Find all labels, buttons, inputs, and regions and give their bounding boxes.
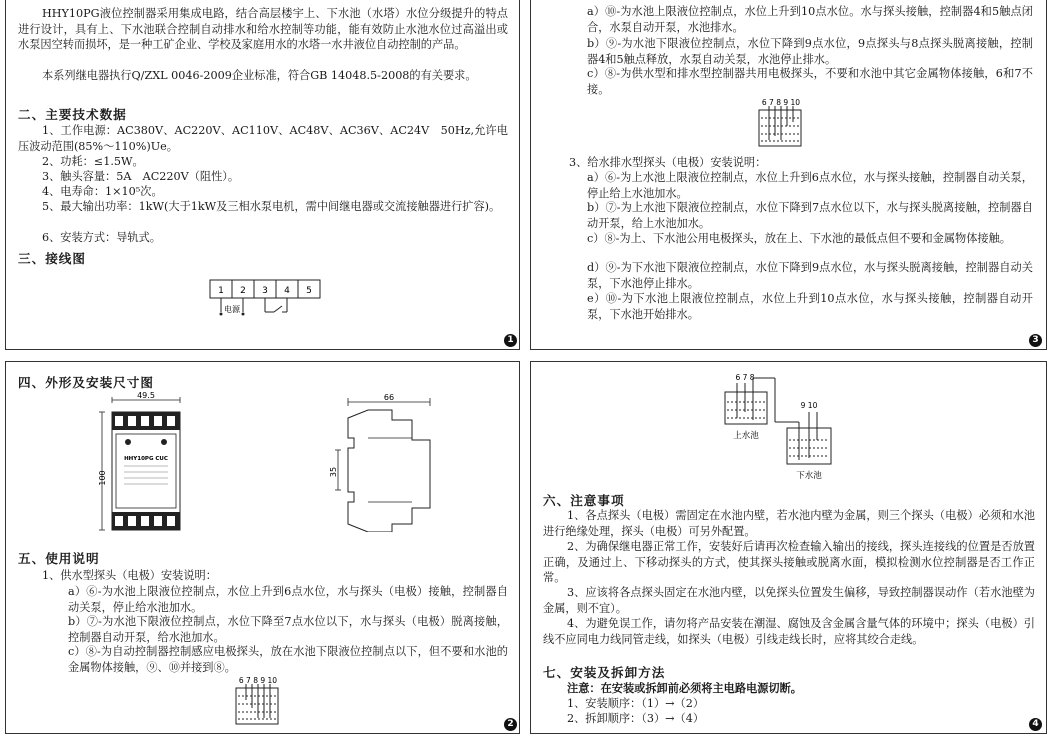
drain-probe-9: b）⑨-为水池下限液位控制点，水位下降到9点水位，9点探头与8点探头脱离接触，控制器4和5触点释放，水泵自动关泵，水池停止排水。 <box>587 37 1033 66</box>
device-model: HHY10PG CUC <box>124 456 168 462</box>
probe-numbers: 6 7 8 9 10 <box>238 676 278 685</box>
section-2-heading: 二、主要技术数据 <box>18 107 127 122</box>
section-4-heading: 四、外形及安装尺寸图 <box>18 375 154 390</box>
depth-dimension: 66 <box>383 393 395 402</box>
width-dimension: 49.5 <box>137 392 155 400</box>
standard-paragraph: 本系列继电器执行Q/ZXL 0046-2009企业标准，符合GB 14048.5-2008的有关要求。 <box>42 69 477 82</box>
terminal-4: 4 <box>284 286 290 296</box>
notice-4: 4、为避免误工作，请勿将产品安装在潮湿、腐蚀及含金属含量气体的环境中；探头（电极）引线不应同电力线同管走线，如探头（电极）引线走线长时，应将其绞合走线。 <box>543 617 1035 646</box>
spec-mounting: 6、安装方式：导轨式。 <box>42 231 161 244</box>
supply-drain-probe-7: b）⑦-为上水池下限液位控制点，水位下降到7点水位以下，水与探头脱离接触，控制器自动开泵，给上水池加水。 <box>587 201 1033 230</box>
power-off-note: 注意：在安装或拆卸前必须将主电路电源切断。 <box>567 682 802 695</box>
notice-1: 1、各点探头（电极）需固定在水池内壁，若水池内壁为金属，则三个探头（电极）必须和水池进行绝缘处理，探头（电极）可另外配置。 <box>543 509 1035 538</box>
spec-power-supply: 1、工作电源：AC380V、AC220V、AC110V、AC48V、AC36V、AC24V 50Hz,允许电压波动范围(85%～110%)Ue。 <box>18 124 508 153</box>
page-number: 4 <box>1029 718 1042 731</box>
notice-2: 2、为确保继电器正常工作，安装好后请再次检查输入输出的接线，探头连接线的位置是否放置正确，及通过上、下移动探头的方式，使其探头接触或脱离水面，模拟检测水位控制器是否工作正常。 <box>543 540 1035 584</box>
spec-consumption: 2、功耗：≤1.5W。 <box>42 155 144 168</box>
section-7-heading: 七、安装及拆卸方法 <box>543 665 666 680</box>
lower-probe-numbers: 9 10 <box>800 401 818 410</box>
page-number: 3 <box>1029 334 1042 347</box>
lower-tank-label: 下水池 <box>796 471 822 481</box>
side-view-drawing <box>326 392 456 532</box>
page-number: 1 <box>504 334 517 347</box>
supply-probe-7: b）⑦-为水池下限液位控制点，水位下降至7点水位以下，水与探头（电极）脱离接触，控制器自动开泵，给水池加水。 <box>68 615 508 644</box>
section-3-heading: 三、接线图 <box>18 251 86 266</box>
supply-tank-diagram <box>228 674 288 728</box>
terminal-3: 3 <box>262 286 268 296</box>
upper-tank-label: 上水池 <box>733 431 759 441</box>
supply-drain-probe-6: a）⑥-为上水池上限液位控制点，水位上升到6点水位，水与探头接触，控制器自动关泵，停止给上水池加水。 <box>587 171 1033 200</box>
spec-contact-capacity: 3、触头容量：5A AC220V（阻性）。 <box>42 170 240 183</box>
wiring-diagram <box>202 276 332 326</box>
page-3-panel <box>530 0 1047 350</box>
height-dimension: 100 <box>98 470 107 486</box>
drain-tank-diagram <box>751 96 811 148</box>
notice-3: 3、应该将各点探头固定在水池内壁，以免探头位置发生偏移，导致控制器误动作（若水池壁为金属，则不宜）。 <box>543 586 1035 615</box>
drain-probe-8: c）⑧-为供水型和排水型控制器共用电极探头，不要和水池中其它金属物体接触，6和7不接。 <box>587 67 1033 96</box>
page-2-panel <box>5 361 520 734</box>
power-label: 电源 <box>224 305 240 314</box>
install-heading-1: 1、供水型探头（电极）安装说明： <box>42 569 217 582</box>
supply-drain-probe-9: d）⑨-为下水池下限液位控制点，水位下降到9点水位，水与探头脱离接触，控制器自动关泵，下水池停止排水。 <box>587 261 1033 290</box>
install-heading-3: 3、给水排水型探头（电极）安装说明： <box>569 156 767 169</box>
upper-probe-numbers: 6 7 8 <box>735 373 755 382</box>
front-view-drawing <box>96 392 206 542</box>
page-number: 2 <box>504 718 517 731</box>
intro-paragraph: HHY10PG液位控制器采用集成电路，结合高层楼宇上、下水池（水塔）水位分级提升的特点进行设计，具有上、下水池联合控制自动排水和给水控制等功能，能有效防止水池水位过高溢出或水泵因空转而损坏，是一种工矿企业、学校及家庭用水的水塔一水井液位自动控制的产品。 <box>18 7 508 51</box>
install-order: 1、安装顺序：（1）→（2） <box>567 697 705 710</box>
two-tank-diagram <box>715 370 845 482</box>
supply-probe-6: a）⑥-为水池上限液位控制点，水位上升到6点水位，水与探头（电极）接触，控制器自动关泵，停止给水池加水。 <box>68 585 508 614</box>
drain-probe-10: a）⑩-为水池上限液位控制点，水位上升到10点水位。水与探头接触，控制器4和5触点闭合，水泵自动开泵，水池排水。 <box>587 5 1033 34</box>
section-6-heading: 六、注意事项 <box>543 493 625 508</box>
page-1-panel <box>5 0 520 350</box>
supply-drain-probe-10: e）⑩-为下水池上限液位控制点，水位上升到10点水位，水与探头接触，控制器自动开泵，下水池开始排水。 <box>587 292 1033 321</box>
probe-numbers: 6 7 8 9 10 <box>761 98 801 107</box>
terminal-5: 5 <box>306 286 312 296</box>
terminal-2: 2 <box>240 286 246 296</box>
terminal-1: 1 <box>218 286 224 296</box>
page-4-panel <box>530 361 1047 734</box>
rail-dimension: 35 <box>329 466 338 478</box>
removal-order: 2、拆卸顺序：（3）→（4） <box>567 712 705 725</box>
supply-drain-probe-8: c）⑧-为上、下水池公用电极探头，放在上、下水池的最低点但不要和金属物体接触。 <box>587 232 1011 245</box>
spec-electrical-life: 4、电寿命：1×10⁵次。 <box>42 185 163 198</box>
spec-max-output: 5、最大输出功率：1kW(大于1kW及三相水泵电机，需中间继电器或交流接触器进行扩容)。 <box>42 200 501 213</box>
supply-probe-8: c）⑧-为自动控制器控制感应电极探头，放在水池下限液位控制点以下，但不要和水池的金属物体接触，⑨、⑩并接到⑧。 <box>68 645 508 674</box>
section-5-heading: 五、使用说明 <box>18 551 100 566</box>
